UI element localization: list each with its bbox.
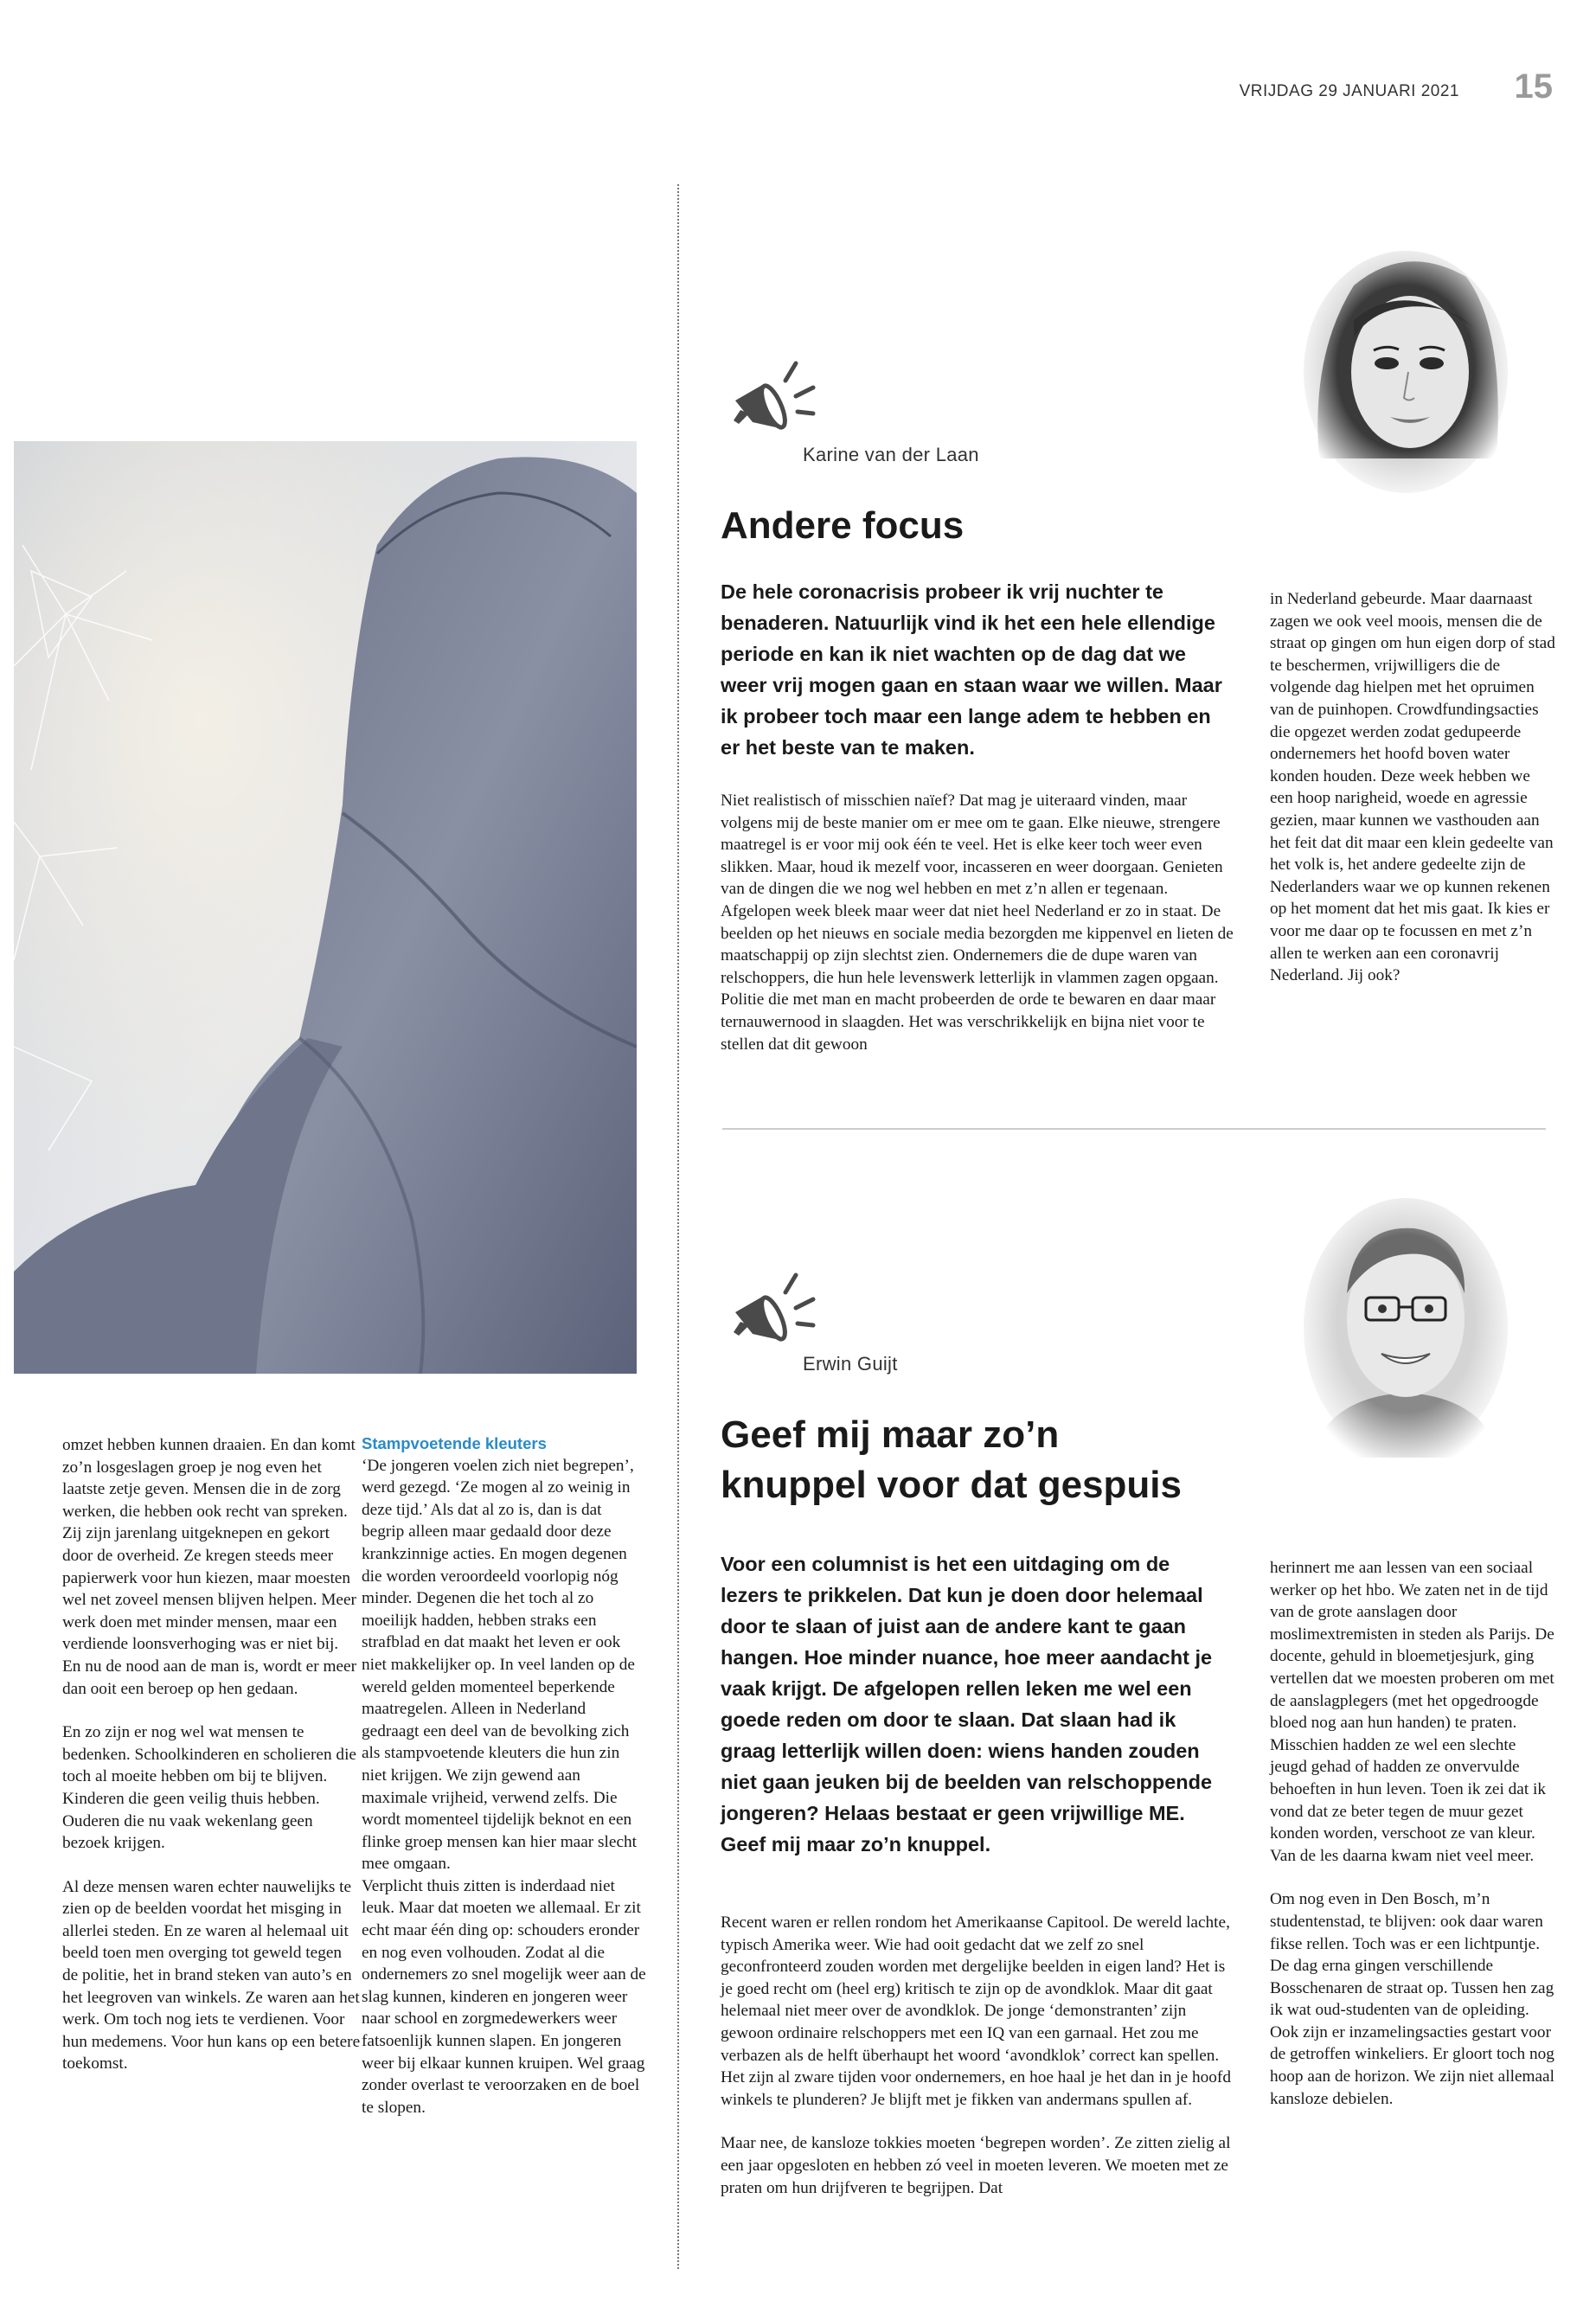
- main-article-col-b: [362, 1433, 647, 2118]
- paragraph: omzet hebben kunnen draaien. En dan komt zo’n losgeslagen groep je nog even het laatste zetje geven. Mensen die in de zorg werken, die hebben ook recht van spreken. Zij zijn jarenlang uitgeknepen en gekort door de overheid. Ze kregen steeds meer papierwerk voor hun kiezen, maar moesten wel net zoveel mensen blijven helpen. Meer werk doen met minder mensen, maar een verdiende loonsverhoging was er niet bij. En nu de nood aan de man is, wordt er meer dan ooit een beroep op hen gedaan.: [62, 1436, 356, 1698]
- column2-body-right: [1270, 1557, 1555, 2110]
- paragraph: Om nog even in Den Bosch, m’n studentenstad, te blijven: ook daar waren fikse rellen. Toch was er een lichtpuntje. De dag erna gingen verschillende Bosschenaren de straat op. Tussen hen zag ik wat oud-studenten van de opleiding. Ook zijn er inzamelingsacties gestart voor de getroffen winkeliers. Er gloort toch nog hoop aan de horizon. We zijn niet allemaal kansloze debielen.: [1270, 1890, 1554, 2108]
- subheading: Stampvoetende kleuters: [362, 1434, 547, 1452]
- hooded-figure-photo: [14, 441, 637, 1374]
- paragraph: ‘De jongeren voelen zich niet begrepen’, werd gezegd. ‘Ze mogen al zo weinig in deze tijd.’ Als dat al zo is, dan is dat begrip alleen maar gedaald door deze krankzinnige acties. En mogen degenen die worden veroordeeld voorlopig nóg minder. Degenen die het toch al zo moeilijk hadden, hebben straks een strafblad en dat maakt het leven er ook niet makkelijker op. In veel landen op de wereld gelden momenteel beperkende maatregelen. Alleen in Nederland gedraagt een deel van de bevolking zich als stampvoetende kleuters die hun zin niet krijgen. We zijn gewend aan maximale vrijheid, verwend zelfs. Die wordt momenteel tijdelijk beknot en een flinke groep mensen kan hier maar slecht mee omgaan.: [362, 1456, 638, 1874]
- paragraph: herinnert me aan lessen van een sociaal werker op het hbo. We zaten net in de tijd van de grote aanslagen door moslimextremisten in steden als Parijs. De docente, gehuld in bloemetjesjurk, ging vertellen dat we moesten proberen om met de aanslagplegers (met het opgedroogde bloed nog aan hun handen) te praten. Misschien hadden ze wel een slechte jeugd gehad of hadden ze onvervulde behoeften in hun leven. Toen ik zei dat ik vond dat ze beter tegen de muur gezet konden worden, verschoot ze van kleur. Van de les daarna kwam niet veel meer.: [1270, 1559, 1554, 1865]
- paragraph: Recent waren er rellen rondom het Amerikaanse Capitool. De wereld lachte, typisch Amerika weer. Wie had ooit gedacht dat we zelf zo snel geconfronteerd zouden worden met dergelijke beelden in eigen land? Het is je goed recht om (heel erg) kritisch te zijn op de avondklok. Maar dit gaat helemaal niet meer over de avondklok. De jonge ‘demonstranten’ zijn gewoon ordinaire relschoppers met een IQ van een garnaal. Het zou me verbazen als de helft überhaupt het woord ‘avondklok’ correct kan spellen. Het zijn al zware tijden voor ondernemers, en hoe haal je het dan in je hoofd winkels te plunderen? Je blijft met je fikken van andermans spullen af.: [721, 1913, 1231, 2109]
- column2-title: [721, 1410, 1182, 1510]
- megaphone-icon: [716, 1265, 816, 1360]
- vertical-divider: [677, 184, 679, 2269]
- paragraph: En zo zijn er nog wel wat mensen te bedenken. Schoolkinderen en scholieren die toch al moeite hebben om bij te blijven. Kinderen die geen veilig thuis hebben. Ouderen die nu vaak wekenlang geen bezoek krijgen.: [62, 1723, 356, 1853]
- female-portrait: [1302, 242, 1509, 493]
- page-number: 15: [1514, 67, 1553, 106]
- paragraph: Al deze mensen waren echter nauwelijks te zien op de beelden voordat het misging in allerlei steden. En ze waren al helemaal uit beeld toen men overging tot geweld tegen de politie, het in brand steken van auto’s en het leegroven van winkels. Ze waren aan het werk. Om toch nog iets te verdienen. Voor hun medemens. Voor hun kans op een betere toekomst.: [62, 1877, 361, 2073]
- byline-author: Erwin Guijt: [803, 1353, 898, 1375]
- horizontal-divider: [722, 1128, 1546, 1130]
- megaphone-icon: [716, 353, 816, 448]
- column1-lead: De hele coronacrisis probeer ik vrij nuchter te benaderen. Natuurlijk vind ik het een hele ellendige periode en kan ik niet wachten op de dag dat we weer vrij mogen gaan en staan waar we willen. Maar ik probeer toch maar een lange adem te hebben en er het beste van te maken.: [721, 580, 1222, 759]
- column2-title-line2: knuppel voor dat gespuis: [721, 1464, 1182, 1506]
- paragraph: Maar nee, de kansloze tokkies moeten ‘begrepen worden’. Ze zitten zielig al een jaar opgesloten en hebben zó veel in moeten leveren. We moeten met ze praten om hun drijfveren te begrijpen. Dat: [721, 2134, 1231, 2197]
- byline-author: Karine van der Laan: [803, 444, 979, 465]
- paragraph: Verplicht thuis zitten is inderdaad niet leuk. Maar dat moeten we allemaal. Er zit echt maar één ding op: schouders eronder en nog even volhouden. Zodat al die ondernemers zo snel mogelijk weer aan de slag kunnen, kinderen en jongeren weer naar school en zorgmedewerkers weer fatsoenlijk kunnen slapen. En jongeren weer bij elkaar kunnen kruipen. Wel graag zonder overlast te veroorzaken en de boel te slopen.: [362, 1876, 646, 2117]
- column1-body-right: in Nederland gebeurde. Maar daarnaast zagen we ook veel moois, mensen die de straat op gingen om hun eigen dorp of stad te beschermen, vrijwilligers die de volgende dag hielpen met het opruimen van de puinhopen. Crowdfundingsacties die opgezet werden zodat gedupeerde ondernemers het hoofd boven water konden houden. Deze week hebben we een hoop narigheid, woede en agressie gezien, maar kunnen we vasthouden aan het feit dat dit maar een klein gedeelte van het volk is, het andere gedeelte zijn de Nederlanders waar we op kunnen rekenen op het moment dat het mis gaat. Ik kies er voor me daar op te focussen en met z’n allen te werken aan een coronavrij Nederland. Jij ook?: [1270, 590, 1555, 985]
- column2-lead: Voor een columnist is het een uitdaging om de lezers te prikkelen. Dat kun je doen door helemaal door te slaan of juist aan de andere kant te gaan hangen. Hoe minder nuance, hoe meer aandacht je vaak krijgt. De afgelopen rellen leken me wel een goede reden om door te slaan. Dat slaan had ik graag letterlijk willen doen: wiens handen zouden niet gaan jeuken bij de beelden van relschoppende jongeren? Helaas bestaat er geen vrijwillige ME. Geef mij maar zo’n knuppel.: [721, 1553, 1213, 1856]
- column1-body-left: Niet realistisch of misschien naïef? Dat mag je uiteraard vinden, maar volgens mij de beste manier om er mee om te gaan. Elke nieuwe, strengere maatregel is er voor mij ook één te veel. Het is elke keer toch weer even slikken. Maar, houd ik mezelf voor, incasseren en weer doorgaan. Genieten van de dingen die we nog wel hebben en met z’n allen er tegenaan. Afgelopen week bleek maar weer dat niet heel Nederland er zo in staat. De beelden op het nieuws en sociale media bezorgden me kippenvel en lieten de maatschappij op zijn slechtst zien. Ondernemers die de dupe waren van relschoppers, die hun hele levenswerk letterlijk in vlammen zagen opgaan. Politie die met man en macht probeerden de orde te bewaren en daar maar ternauwernood in slaagden. Het was verschrikkelijk en bijna niet voor te stellen dat dit gewoon: [721, 792, 1234, 1054]
- main-article-col-a: [62, 1434, 361, 2075]
- column1-title: Andere focus: [721, 504, 965, 547]
- male-portrait: [1302, 1189, 1509, 1458]
- column2-title-line1: Geef mij maar zo’n: [721, 1413, 1060, 1456]
- page-date: VRIJDAG 29 JANUARI 2021: [1239, 82, 1459, 100]
- column2-body-left: [721, 1912, 1240, 2199]
